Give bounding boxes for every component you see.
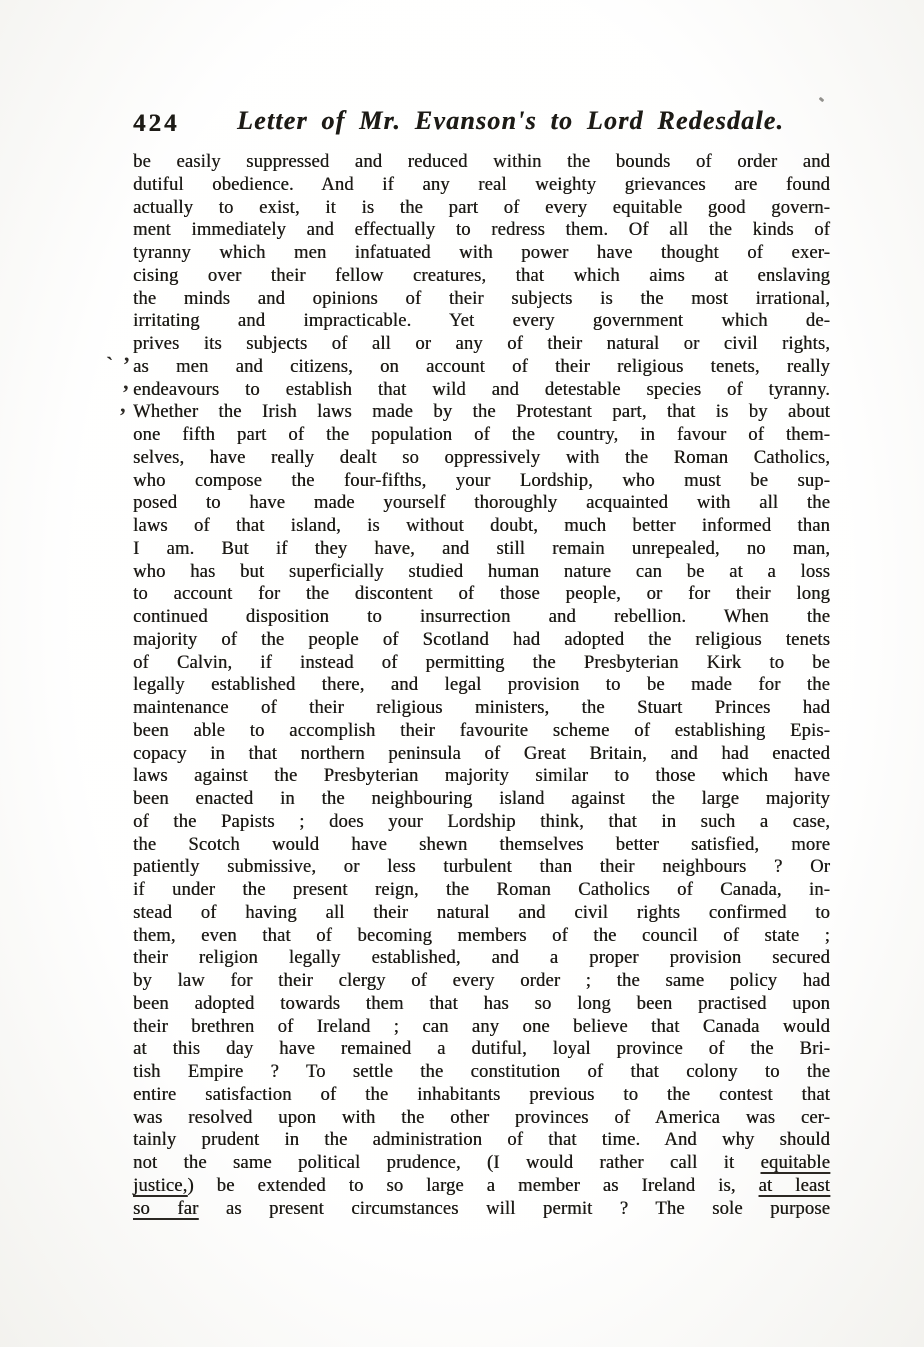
underlined-text: justice, (133, 1174, 188, 1196)
text-line: posed to have made yourself thoroughly acquainted with all the (133, 492, 830, 514)
text-line: tainly prudent in the administration of that time. And why should (133, 1129, 830, 1151)
text-line: who compose the four-fifths, your Lordship, who must be sup- (133, 469, 830, 491)
text-segment: ) be extended to so large a member as Ireland is, (187, 1174, 759, 1196)
margin-annotation-mark: ˋ ’ (106, 352, 133, 377)
text-line: been adopted towards them that has so long been practised upon (133, 992, 830, 1014)
text-line: patiently submissive, or less turbulent than their neighbours ? Or (133, 856, 830, 878)
text-line: majority of the people of Scotland had adopted the religious tenets (133, 628, 830, 650)
body-text (133, 151, 830, 1220)
text-line: laws of that island, is without doubt, much better informed than (133, 515, 830, 536)
text-line: stead of having all their natural and civil rights confirmed to (133, 901, 830, 923)
text-line: them, even that of becoming members of the council of state ; (133, 924, 830, 946)
text-line: actually to exist, it is the part of every equitable good govern- (133, 196, 830, 218)
text-line: their religion legally established, and a proper provision secured (133, 947, 830, 969)
text-line: by law for their clergy of every order ; the same policy had (133, 970, 830, 991)
underlined-text: equitable (760, 1152, 830, 1173)
text-line: their brethren of Ireland ; can any one believe that Canada would (133, 1015, 830, 1037)
text-line: as men and citizens, on account of their religious tenets, really (133, 355, 830, 377)
text-line: be easily suppressed and reduced within the bounds of order and (133, 151, 830, 172)
margin-annotation-mark: ’ (122, 380, 132, 405)
text-line: the Scotch would have shewn themselves better satisfied, more (133, 833, 830, 855)
page-number: 424 (133, 110, 180, 137)
margin-annotation-mark: ’ (119, 403, 129, 428)
text-line: selves, have really dealt so oppressively with the Roman Catholics, (133, 446, 830, 468)
text-line: continued disposition to insurrection and rebellion. When the (133, 606, 830, 627)
text-segment: not the same political prudence, (I would rather call it (133, 1152, 761, 1173)
text-line: endeavours to establish that wild and detestable species of tyranny. (133, 378, 830, 400)
text-line: irritating and impracticable. Yet every government which de- (133, 310, 830, 332)
text-line: been able to accomplish their favourite scheme of establishing Epis- (133, 719, 830, 741)
text-line: one fifth part of the population of the country, in favour of them- (133, 424, 830, 445)
text-line: prives its subjects of all or any of their natural or civil rights, (133, 333, 830, 354)
text-line (133, 1175, 830, 1198)
text-line: entire satisfaction of the inhabitants previous to the contest that (133, 1083, 830, 1105)
text-line: copacy in that northern peninsula of Great Britain, and had enacted (133, 742, 830, 764)
text-line (133, 1198, 830, 1221)
text-line (133, 1152, 830, 1175)
text-line: laws against the Presbyterian majority similar to those which have (133, 765, 830, 787)
text-line: dutiful obedience. And if any real weighty grievances are found (133, 173, 830, 195)
text-line: been enacted in the neighbouring island against the large majority (133, 788, 830, 809)
scan-speck (819, 97, 825, 103)
underlined-text: so far (133, 1197, 199, 1219)
text-line: of the Papists ; does your Lordship think, that in such a case, (133, 810, 830, 832)
text-line: to account for the discontent of those people, or for their long (133, 583, 830, 605)
text-line: tyranny which men infatuated with power have thought of exer- (133, 242, 830, 263)
text-line: was resolved upon with the other provinces of America was cer- (133, 1106, 830, 1128)
text-line: who has but superficially studied human nature can be at a loss (133, 560, 830, 582)
page-header-title: Letter of Mr. Evanson's to Lord Redesdale. (237, 106, 785, 135)
text-line: legally established there, and legal provision to be made for the (133, 674, 830, 696)
text-line: at this day have remained a dutiful, loyal province of the Bri- (133, 1038, 830, 1060)
underlined-text: at least (758, 1174, 831, 1196)
text-line: the minds and opinions of their subjects is the most irrational, (133, 287, 830, 309)
text-line: of Calvin, if instead of permitting the Presbyterian Kirk to be (133, 651, 830, 673)
text-segment: as present circumstances will permit ? The sole purpose (198, 1197, 831, 1219)
text-line: Whether the Irish laws made by the Protestant part, that is by about (133, 401, 830, 423)
text-line: if under the present reign, the Roman Catholics of Canada, in- (133, 879, 830, 900)
text-line: tish Empire ? To settle the constitution of that colony to the (133, 1061, 830, 1082)
text-line: maintenance of their religious ministers, the Stuart Princes had (133, 697, 830, 718)
text-line: cising over their fellow creatures, that which aims at enslaving (133, 264, 830, 286)
text-line: ment immediately and effectually to redress them. Of all the kinds of (133, 219, 830, 241)
text-line: I am. But if they have, and still remain unrepealed, no man, (133, 537, 830, 559)
